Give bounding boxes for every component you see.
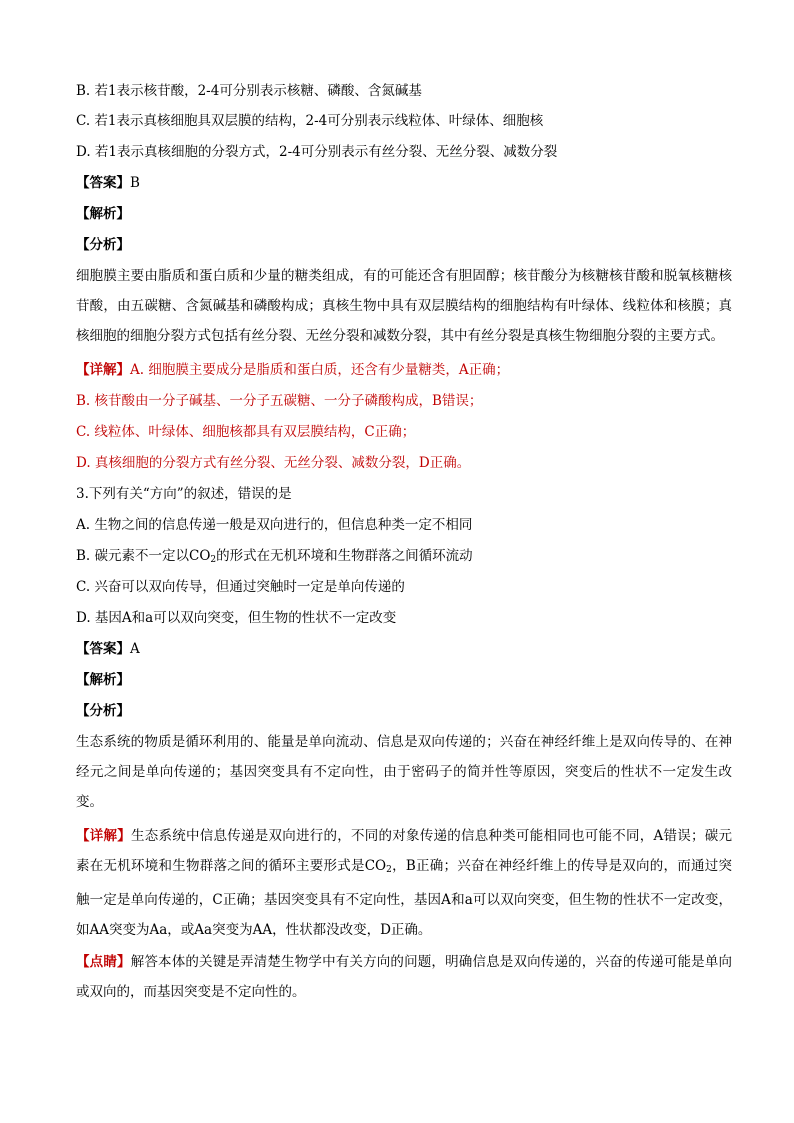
answer-value: B bbox=[130, 175, 140, 191]
q3-option-c: C. 兴奋可以双向传导，但通过突触时一定是单向传递的 bbox=[76, 579, 405, 595]
q2-detail-a bbox=[76, 355, 732, 386]
q3-jiexi-tag: 【解析】 bbox=[76, 672, 130, 688]
q3-option-b-sub: 2 bbox=[210, 555, 217, 565]
q3-fenxi-tag: 【分析】 bbox=[76, 703, 130, 719]
q3-option-b-pre: B. 碳元素不一定以CO bbox=[76, 548, 211, 564]
q3-option-b-post: 的形式在无机环境和生物群落之间循环流动 bbox=[216, 548, 473, 564]
q3-option-d: D. 基因A和a可以双向突变，但生物的性状不一定改变 bbox=[76, 610, 397, 626]
dianjing-tag: 【点睛】 bbox=[76, 954, 131, 970]
answer-tag: 【答案】 bbox=[76, 175, 130, 191]
q2-analysis: 细胞膜主要由脂质和蛋白质和少量的糖类组成，有的可能还含有胆固醇；核苷酸分为核糖核苷酸和脱氧核糖核苷酸，由五碳糖、含氮碱基和磷酸构成；真核生物中具有双层膜结构的细胞结构有叶绿体、线粒体和核膜；真核细胞的细胞分裂方式包括有丝分裂、无丝分裂和减数分裂，其中有丝分裂是真核生物细胞分裂的主要方式。 bbox=[76, 268, 732, 344]
q2-jiexi-tag: 【解析】 bbox=[76, 206, 130, 222]
q2-option-d: D. 若1表示真核细胞的分裂方式，2-4可分别表示有丝分裂、无丝分裂、减数分裂 bbox=[76, 144, 558, 160]
detail-tag: 【详解】 bbox=[76, 828, 131, 844]
q2-answer bbox=[76, 168, 732, 199]
q3-option-a: A. 生物之间的信息传递一般是双向进行的，但信息种类一定不相同 bbox=[76, 517, 473, 533]
q2-option-b: B. 若1表示核苷酸，2-4可分别表示核糖、磷酸、含氮碱基 bbox=[76, 83, 422, 99]
q2-detail-b: B. 核苷酸由一分子碱基、一分子五碳糖、一分子磷酸构成，B错误； bbox=[76, 393, 483, 409]
q2-detail-d: D. 真核细胞的分裂方式有丝分裂、无丝分裂、减数分裂，D正确。 bbox=[76, 455, 471, 471]
answer-value: A bbox=[130, 641, 140, 657]
q3-option-b bbox=[76, 541, 732, 572]
q2-fenxi-tag: 【分析】 bbox=[76, 237, 130, 253]
document-page bbox=[76, 76, 732, 1007]
q2-option-c: C. 若1表示真核细胞具双层膜的结构，2-4可分别表示线粒体、叶绿体、细胞核 bbox=[76, 113, 544, 129]
q3-detail bbox=[76, 821, 732, 945]
answer-tag: 【答案】 bbox=[76, 641, 130, 657]
q3-detail-sub: 2 bbox=[386, 865, 392, 875]
q3-dianjing-text: 解答本体的关键是弄清楚生物学中有关方向的问题，明确信息是双向传递的，兴奋的传递可能是单向或双向的，而基因突变是不定向性的。 bbox=[76, 954, 733, 1000]
detail-tag: 【详解】 bbox=[76, 362, 130, 378]
q2-detail-c: C. 线粒体、叶绿体、细胞核都具有双层膜结构，C正确； bbox=[76, 424, 416, 440]
q3-detail-1: 生态系统中信息传递是双向进行的，不同的对象传递的信息种类可能相同也可能不同，A错误；碳元素在无机环境和生物群落之间的循环主要形式是CO bbox=[76, 828, 732, 874]
q3-dianjing bbox=[76, 947, 732, 1007]
q3-detail-2: ，B正确；兴奋在神经纤维上的传导是双向的，而通过突触一定是单向传递的，C正确；基因突变具有不定向性，基因A和a可以双向突变，但生物的性状不一定改变，如AA突变为Aa，或Aa突变为AA，性状都没改变，D正确。 bbox=[76, 858, 732, 938]
q3-analysis: 生态系统的物质是循环利用的、能量是单向流动、信息是双向传递的；兴奋在神经纤维上是双向传导的、在神经元之间是单向传递的；基因突变具有不定向性，由于密码子的简并性等原因，突变后的性状不一定发生改变。 bbox=[76, 734, 732, 810]
q3-answer bbox=[76, 634, 732, 665]
detail-a-text: A. 细胞膜主要成分是脂质和蛋白质，还含有少量糖类，A正确； bbox=[130, 362, 510, 378]
q3-question: 3.下列有关“方向”的叙述，错误的是 bbox=[76, 486, 292, 502]
